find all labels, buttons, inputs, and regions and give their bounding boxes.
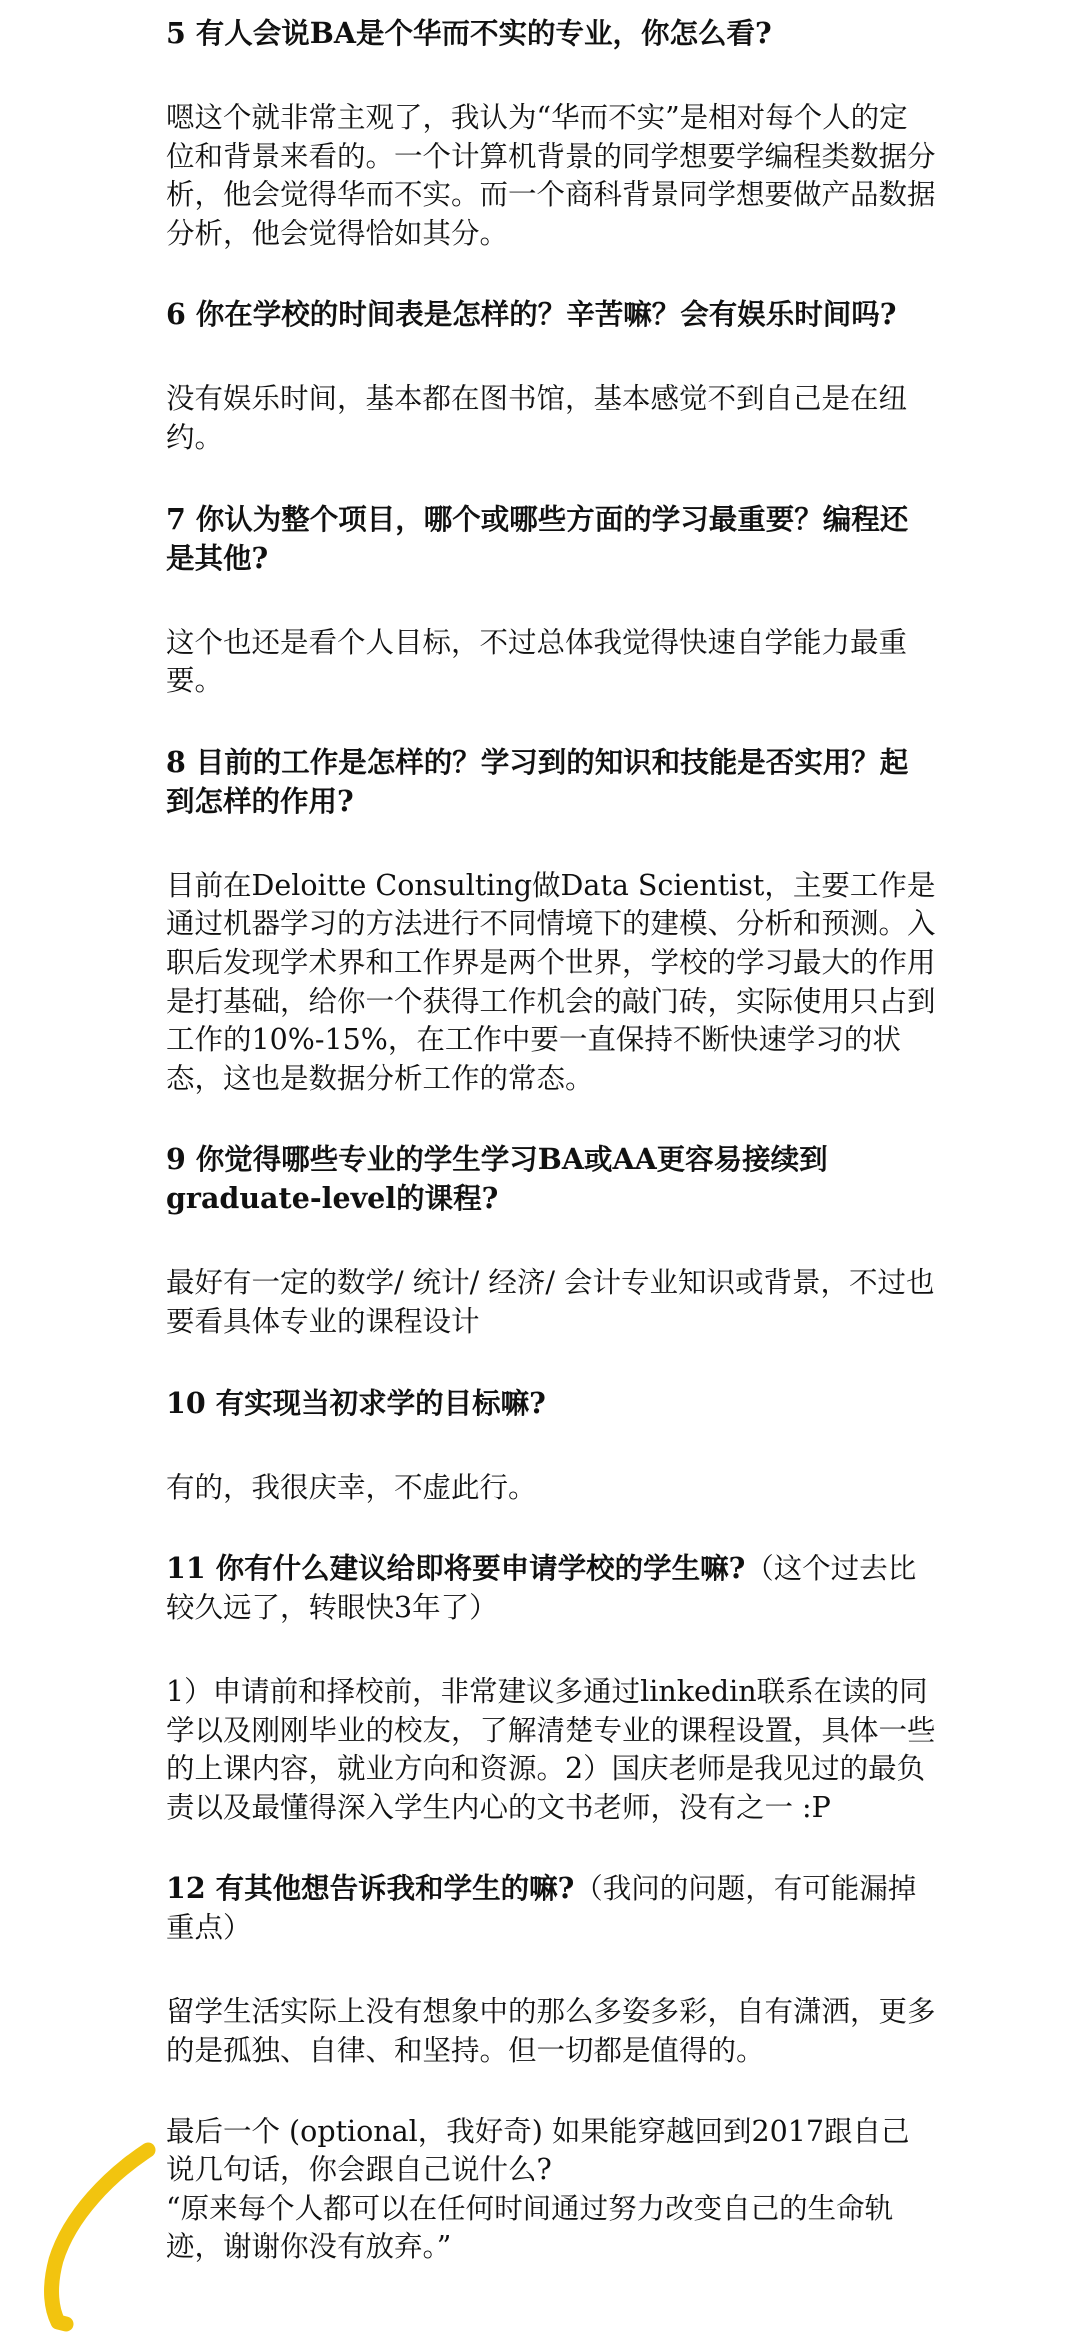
answer-9: 最好有一定的数学/ 统计/ 经济/ 会计专业知识或背景，不过也要看具体专业的课程设计 <box>166 1266 935 1338</box>
question-10: 10 有实现当初求学的目标嘛? <box>166 1385 546 1420</box>
qa-block-11 <box>166 1549 936 1827</box>
answer-7: 这个也还是看个人目标，不过总体我觉得快速自学能力最重要。 <box>166 625 908 698</box>
question-11-text: 11 你有什么建议给即将要申请学校的学生嘛? <box>166 1551 746 1586</box>
answer-10: 有的，我很庆幸，不虚此行。 <box>166 1470 537 1504</box>
question-6: 6 你在学校的时间表是怎样的？辛苦嘛？会有娱乐时间吗? <box>166 297 897 332</box>
answer-6: 没有娱乐时间，基本都在图书馆，基本感觉不到自己是在纽约。 <box>166 382 908 454</box>
question-12-text: 12 有其他想告诉我和学生的嘛? <box>166 1871 575 1906</box>
question-12 <box>166 1869 936 1947</box>
answer-5: 嗯这个就非常主观了，我认为“华而不实”是相对每个人的定位和背景来看的。一个计算机背景的同学想要学编程类数据分析，他会觉得华而不实。而一个商科背景同学想要做产品数据分析，他会觉得恰如其分。 <box>166 101 936 250</box>
question-7: 7 你认为整个项目，哪个或哪些方面的学习最重要？编程还是其他? <box>166 501 909 575</box>
question-9: 9 你觉得哪些专业的学生学习BA或AA更容易接续到graduate-level的课程? <box>166 1142 828 1216</box>
qa-block-10 <box>166 1384 936 1508</box>
question-11-note: （这个过去比较久远了，转眼快3年了） <box>166 1552 917 1625</box>
question-8: 8 目前的工作是怎样的？学习到的知识和技能是否实用？起到怎样的作用? <box>166 744 909 818</box>
question-12-note: （我问的问题，有可能漏掉重点） <box>166 1872 917 1945</box>
question-11 <box>166 1549 936 1627</box>
final-quote: “原来每个人都可以在任何时间通过努力改变自己的生命轨迹，谢谢你没有放弃。” <box>166 2191 894 2264</box>
qa-block-12 <box>166 1869 936 2070</box>
answer-12: 留学生活实际上没有想象中的那么多姿多彩，自有潇洒，更多的是孤独、自律、和坚持。但一切都是值得的。 <box>166 1995 936 2068</box>
final-question: 最后一个 (optional，我好奇) 如果能穿越回到2017跟自己说几句话，你会跟自己说什么? <box>166 2114 910 2187</box>
qa-block-7 <box>166 500 936 701</box>
answer-11: 1）申请前和择校前，非常建议多通过linkedin联系在读的同学以及刚刚毕业的校友，了解清楚专业的课程设置，具体一些的上课内容，就业方向和资源。2）国庆老师是我见过的最负责以及最懂得深入学生内心的文书老师，没有之一 :P <box>166 1675 936 1824</box>
qa-block-8 <box>166 743 936 1099</box>
qa-block-final <box>166 2113 936 2267</box>
answer-8: 目前在Deloitte Consulting做Data Scientist，主要工作是通过机器学习的方法进行不同情境下的建模、分析和预测。入职后发现学术界和工作界是两个世界，学校的学习最大的作用是打基础，给你一个获得工作机会的敲门砖，实际使用只占到工作的10%-15%，在工作中要一直保持不断快速学习的状态，这也是数据分析工作的常态。 <box>166 868 936 1095</box>
question-5: 5 有人会说BA是个华而不实的专业，你怎么看? <box>166 16 772 50</box>
highlighter-curve <box>52 2150 148 2324</box>
article-body <box>166 14 936 2267</box>
qa-block-5 <box>166 14 936 253</box>
qa-block-9 <box>166 1140 936 1341</box>
qa-block-6 <box>166 295 936 457</box>
